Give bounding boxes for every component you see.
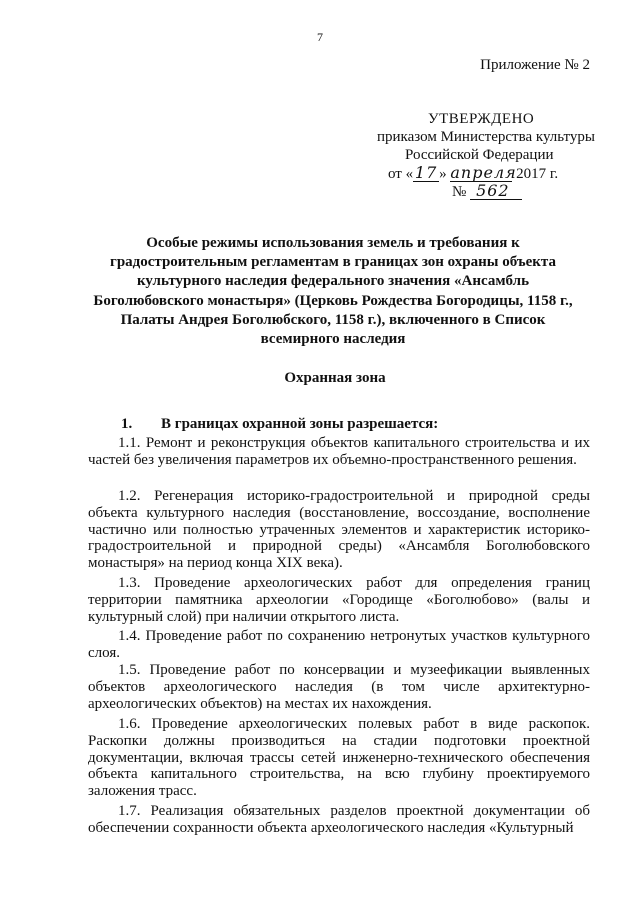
zone-title: Охранная зона xyxy=(284,370,386,386)
paragraph-1-1: 1.1. Ремонт и реконструкция объектов капитального строительства и их частей без увеличения параметров их объемно-пространственного решения. xyxy=(88,435,590,468)
section-heading-text: В границах охранной зоны разрешается: xyxy=(161,416,439,432)
page-number: 7 xyxy=(317,30,323,44)
paragraph-1-4: 1.4. Проведение работ по сохранению нетронутых участков культурного слоя. xyxy=(88,628,590,661)
handwritten-number: 562 xyxy=(470,183,522,200)
paragraph-1-5: 1.5. Проведение работ по консервации и музеефикации выявленных объектов археологического наследия (в том числе архитектурно-археологических объектов) на местах их нахождения. xyxy=(88,662,590,712)
date-prefix: от « xyxy=(388,166,414,182)
approval-block xyxy=(360,111,630,201)
section-heading xyxy=(121,416,601,433)
approved-by-order: приказом Министерства культуры xyxy=(377,129,595,145)
date-year: 2017 г. xyxy=(516,166,559,182)
approval-number-line xyxy=(360,183,630,201)
paragraph-1-6: 1.6. Проведение археологических полевых работ в виде раскопок. Раскопки должны производиться на стадии подготовки проектной документации, включая трассы сетей инженерно-технического обеспечения объекта капитального строительства, на всю глубину проектируемого заложения трасс. xyxy=(88,716,590,800)
paragraph-1-3: 1.3. Проведение археологических работ для определения границ территории памятника археологии «Городище «Боголюбово» (валы и культурный слой) при наличии открытого листа. xyxy=(88,575,590,625)
approved-label: УТВЕРЖДЕНО xyxy=(428,111,535,127)
appendix-label: Приложение № 2 xyxy=(480,57,590,73)
date-mid: » xyxy=(439,166,447,182)
document-title: Особые режимы использования земель и требования к градостроительным регламентам в границах зон охраны объекта культурного наследия федерального значения «Ансамбль Боголюбовского монастыря» (Церковь Рождества Богородицы, 1158 г., Палаты Андрея Боголюбского, 1158 г.), включенного в Список всемирного наследия xyxy=(93,235,573,348)
handwritten-month: апреля xyxy=(450,163,517,182)
handwritten-day: 17 xyxy=(414,163,438,182)
paragraph-1-2: 1.2. Регенерация историко-градостроительной и природной среды объекта культурного наследия (восстановление, воссоздание, восполнение частично или полностью утраченных элементов и характеристик историко-градостроительной и природной среды) «Ансамбля Боголюбовского монастыря» на период конца XIX века). xyxy=(88,488,590,572)
number-prefix: № xyxy=(452,184,467,200)
section-number: 1. xyxy=(121,416,133,432)
approved-federation: Российской Федерации xyxy=(405,147,554,163)
paragraph-1-7: 1.7. Реализация обязательных разделов проектной документации об обеспечении сохранности объекта археологического наследия «Культурный xyxy=(88,803,590,836)
